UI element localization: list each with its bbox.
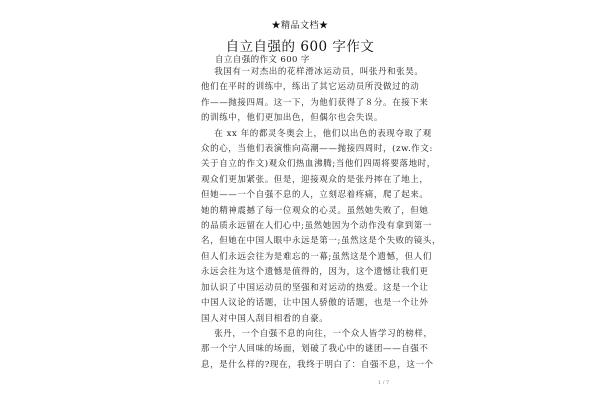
- body-line: 在 xx 年的都灵冬奥会上，他们以出色的表现夺取了观: [201, 128, 432, 139]
- body-line: 他们在平时的训练中，练出了其它运动员所没做过的动: [201, 82, 420, 93]
- body-line: 息，是什么样的?现在，我终于明白了：自强不息，这一个: [201, 359, 434, 370]
- body-line: 众的心，当他们表演惟向高潮——抛接四周时，(zw.作文:: [201, 144, 433, 155]
- body-line: 关于自立的作文)观众们热血沸腾;当他们四周将要落地时，: [201, 159, 436, 170]
- body-line: 观众们更加紧张。但是，迎接观众的是张丹摔在了地上，: [201, 174, 429, 185]
- body-line: 国人对中国人刮目相看的自豪。: [201, 313, 329, 324]
- body-line: 但人们永远会往为是难忘的一幕;虽然这是个遗憾，但人们: [201, 251, 432, 262]
- body-line: 但她——一个自强不息的人，立刻忍着疼痛，爬了起来。: [201, 190, 429, 201]
- page-header: ★精品文档★: [271, 21, 329, 31]
- body-line: 永远会往为这个遗憾是值得的，因为，这个遗憾让我们更: [201, 267, 429, 278]
- body-line: 作——抛接四周。这一下，为他们获得了８分。在接下来: [201, 97, 429, 108]
- body-line: 她的精神震撼了每一位观众的心灵。虽然她失败了，但她: [201, 205, 429, 216]
- body-line: 中国人议论的话题，让中国人骄傲的话题，也是一个让外: [201, 298, 429, 309]
- body-line: 的品质永远留在人们心中;虽然她因为个动作没有拿到第一: [201, 221, 432, 232]
- body-line: 的训练中，他们更加出色，但偶尔也会失误。: [201, 113, 384, 124]
- body-line: 张丹，一个自强不息的向往，一个众人皆学习的榜样，: [201, 328, 433, 339]
- essay-subtitle: 自立自强的作文 600 字: [215, 55, 310, 65]
- page-number: 1 / 7: [378, 380, 390, 386]
- essay-body: [201, 65, 442, 373]
- body-line: 名，但她在中国人眼中永远是第一;虽然这是个失败的镜头，: [201, 236, 442, 247]
- body-line: 加认识了中国运动员的坚强和对运动的热爱。这是一个让: [201, 282, 429, 293]
- page-title: 自立自强的 600 字作文: [225, 39, 375, 55]
- body-line: 那一个宁人回味的场面，划破了我心中的谜团——自强不: [201, 344, 429, 355]
- body-line: 我国有一对杰出的花样滑冰运动员，叫张丹和张昊。: [201, 67, 424, 77]
